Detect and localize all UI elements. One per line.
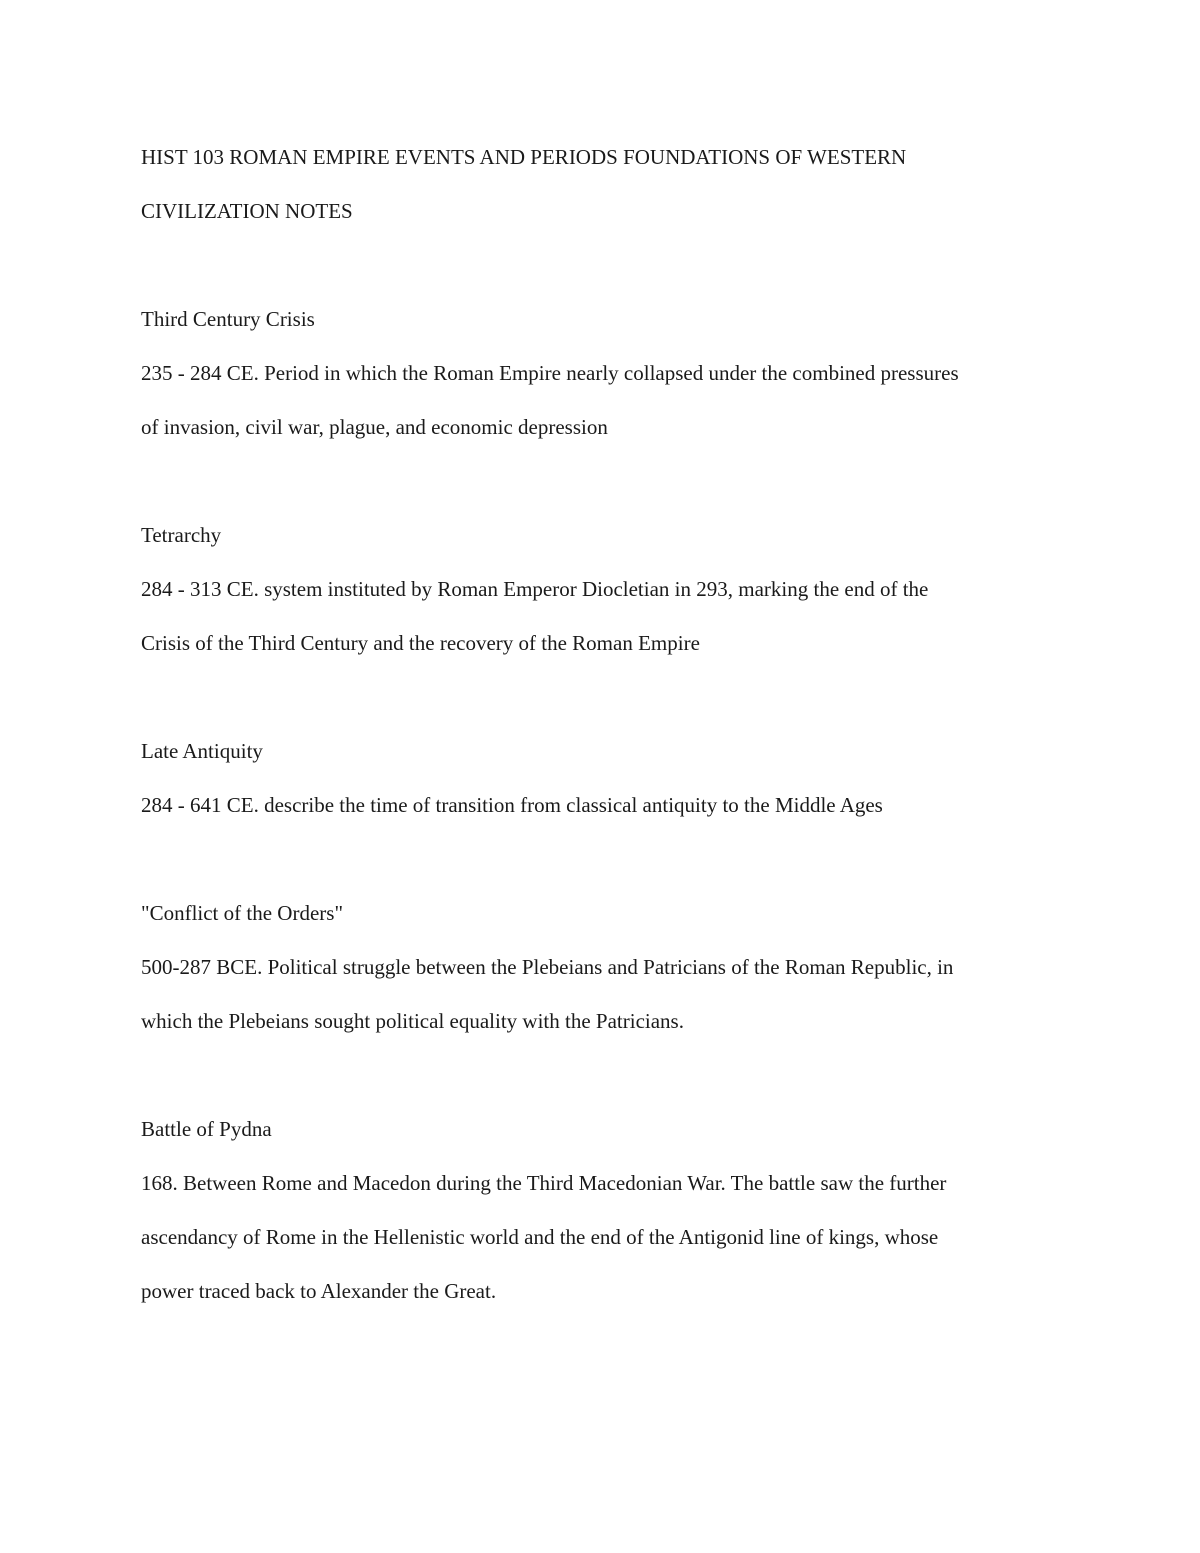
title-line: HIST 103 ROMAN EMPIRE EVENTS AND PERIODS FOUNDATIONS OF WESTERN bbox=[141, 145, 907, 169]
entry-body-line: 235 - 284 CE. Period in which the Roman Empire nearly collapsed under the combined pressures bbox=[141, 361, 959, 385]
entry-heading: Tetrarchy bbox=[141, 523, 222, 547]
entry-tetrarchy bbox=[141, 518, 1071, 680]
entry-body-line: 168. Between Rome and Macedon during the Third Macedonian War. The battle saw the further bbox=[141, 1171, 947, 1195]
entry-body-line: 284 - 641 CE. describe the time of transition from classical antiquity to the Middle Ages bbox=[141, 793, 883, 817]
entry-body-line: Crisis of the Third Century and the recovery of the Roman Empire bbox=[141, 631, 700, 655]
entry-conflict-of-the-orders bbox=[141, 896, 1071, 1058]
entry-heading: "Conflict of the Orders" bbox=[141, 901, 344, 925]
title-line: CIVILIZATION NOTES bbox=[141, 199, 353, 223]
document-title bbox=[141, 140, 1071, 248]
entry-heading: Battle of Pydna bbox=[141, 1117, 272, 1141]
document-page bbox=[141, 140, 1071, 1328]
entry-body-line: of invasion, civil war, plague, and economic depression bbox=[141, 415, 608, 439]
entry-heading: Late Antiquity bbox=[141, 739, 263, 763]
entry-late-antiquity bbox=[141, 734, 1071, 842]
entry-body-line: 284 - 313 CE. system instituted by Roman Emperor Diocletian in 293, marking the end of the bbox=[141, 577, 929, 601]
entry-heading: Third Century Crisis bbox=[141, 307, 315, 331]
entry-third-century-crisis bbox=[141, 302, 1071, 464]
entry-battle-of-pydna bbox=[141, 1112, 1071, 1328]
entry-body-line: power traced back to Alexander the Great. bbox=[141, 1279, 497, 1303]
entry-body-line: 500-287 BCE. Political struggle between the Plebeians and Patricians of the Roman Republic, in bbox=[141, 955, 954, 979]
entry-body-line: ascendancy of Rome in the Hellenistic world and the end of the Antigonid line of kings, whose bbox=[141, 1225, 939, 1249]
entry-body-line: which the Plebeians sought political equality with the Patricians. bbox=[141, 1009, 684, 1033]
